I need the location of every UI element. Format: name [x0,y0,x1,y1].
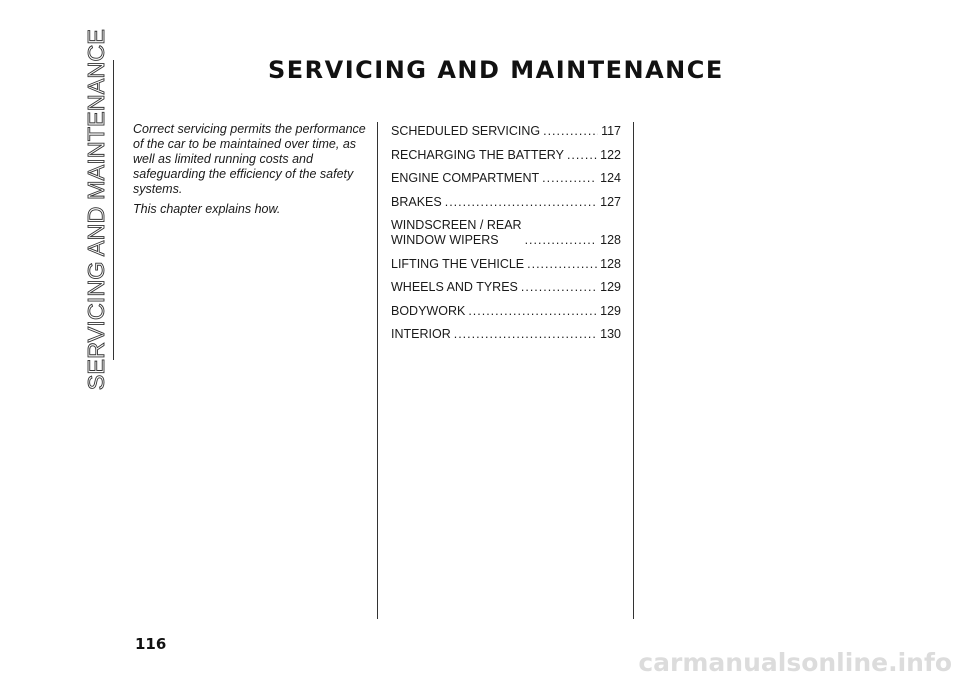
toc-entry-brakes[interactable] [391,195,621,210]
toc-entry-wheels-tyres[interactable] [391,280,621,295]
toc-leader-dots [525,233,598,248]
toc-leader-dots [454,327,597,342]
toc-entry-windscreen-wipers[interactable] [391,218,621,248]
page-number: 116 [135,635,167,653]
toc-entry-scheduled-servicing[interactable] [391,124,621,139]
toc-leader-dots [521,280,597,295]
footer-watermark-link[interactable]: carmanualsonline.info [638,648,952,677]
toc-entry-recharging-battery[interactable] [391,148,621,163]
toc-entry-page: 117 [601,124,621,138]
toc-entry-title: INTERIOR [391,327,451,341]
toc-entry-title: SCHEDULED SERVICING [391,124,541,138]
toc-entry-engine-compartment[interactable] [391,171,621,186]
toc-entry-title: BODYWORK [391,303,466,318]
toc-entry-page: 122 [600,147,621,162]
intro-paragraph: Correct servicing permits the performance of the car to be maintained over time, as well as limited running costs and safeguarding the efficiency of the safety systems. [133,122,366,196]
toc-entry-title: WINDSCREEN / REAR WINDOW WIPERS [391,218,522,247]
toc-entry-title: WHEELS AND TYRES [391,280,518,294]
toc-entry-lifting-vehicle[interactable] [391,257,621,272]
toc-entry-page: 129 [600,303,621,318]
column-divider-right [633,122,634,619]
side-chapter-tab [83,29,110,391]
toc-entry-title: BRAKES [391,194,442,209]
toc-entry-page: 130 [600,327,621,341]
toc-entry-title: RECHARGING THE BATTERY [391,147,564,162]
toc-leader-dots [445,195,597,210]
toc-leader-dots [543,124,598,139]
toc-entry-bodywork[interactable] [391,304,621,319]
toc-leader-dots [527,257,597,272]
toc-entry-title: LIFTING THE VEHICLE [391,256,525,271]
table-of-contents [391,124,621,351]
toc-leader-dots [567,148,597,163]
toc-leader-dots [542,171,597,186]
toc-entry-page: 128 [600,233,621,247]
side-chapter-tab-label: SERVICING AND MAINTENANCE [83,29,110,391]
side-tab-divider [113,60,114,360]
chapter-title: SERVICING AND MAINTENANCE [268,56,724,84]
toc-entry-page: 124 [600,171,621,185]
toc-entry-interior[interactable] [391,327,621,342]
intro-closing: This chapter explains how. [133,202,281,216]
toc-leader-dots [468,304,597,319]
column-divider-left [377,122,378,619]
toc-entry-page: 128 [600,256,621,271]
toc-entry-page: 129 [600,280,621,294]
toc-entry-page: 127 [600,194,621,209]
chapter-intro [133,122,373,217]
toc-entry-title: ENGINE COMPARTMENT [391,171,540,185]
